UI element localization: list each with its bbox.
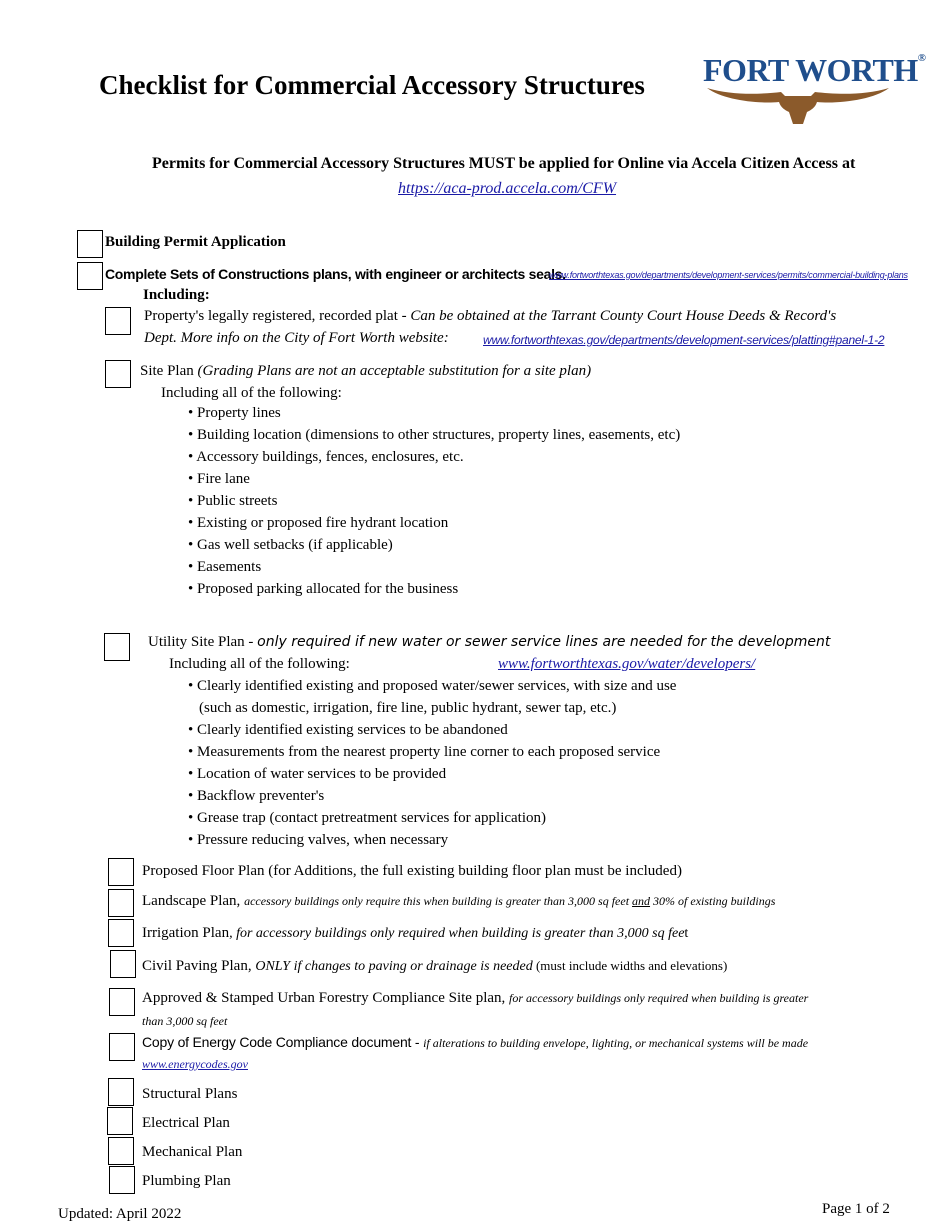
checkbox-construction-plans[interactable] (77, 262, 103, 290)
list-item: • Proposed parking allocated for the business (188, 581, 458, 598)
list-item: • Fire lane (188, 471, 250, 488)
utility-including: Including all of the following: (169, 656, 350, 672)
checkbox-structural-plans[interactable] (108, 1078, 134, 1106)
checkbox-plat[interactable] (105, 307, 131, 335)
list-item: • Pressure reducing valves, when necessary (188, 832, 448, 849)
construction-plans-label: Complete Sets of Constructions plans, with engineer or architects seals. (105, 266, 566, 282)
list-item-continuation: (such as domestic, irrigation, fire line, public hydrant, sewer tap, etc.) (199, 700, 617, 716)
structural-plans-label: Structural Plans (142, 1086, 238, 1102)
urban-forestry-label: Approved & Stamped Urban Forestry Compliance Site plan, for accessory buildings only required when building is greater (142, 990, 809, 1006)
checkbox-electrical-plan[interactable] (107, 1107, 133, 1135)
list-item: • Grease trap (contact pretreatment services for application) (188, 810, 546, 827)
page-number: Page 1 of 2 (822, 1201, 890, 1217)
water-developers-link[interactable]: www.fortworthtexas.gov/water/developers/ (498, 656, 756, 672)
irrigation-plan-label: Irrigation Plan, for accessory buildings only required when building is greater than 3,000 sq feet (142, 925, 689, 941)
checkbox-mechanical-plan[interactable] (108, 1137, 134, 1165)
list-item: • Gas well setbacks (if applicable) (188, 537, 393, 554)
checkbox-building-permit[interactable] (77, 230, 103, 258)
list-item: • Existing or proposed fire hydrant location (188, 515, 448, 532)
civil-paving-plan-label: Civil Paving Plan, ONLY if changes to paving or drainage is needed (must include widths and elevations) (142, 958, 728, 974)
checkbox-urban-forestry[interactable] (109, 988, 135, 1016)
checkbox-plumbing-plan[interactable] (109, 1166, 135, 1194)
checkbox-floor-plan[interactable] (108, 858, 134, 886)
accela-link[interactable]: https://aca-prod.accela.com/CFW (398, 180, 617, 197)
updated-date: Updated: April 2022 (58, 1206, 182, 1222)
checkbox-energy-code[interactable] (109, 1033, 135, 1061)
energy-codes-link[interactable]: www.energycodes.gov (142, 1057, 248, 1071)
including-label: Including: (143, 287, 210, 303)
page-title: Checklist for Commercial Accessory Structures (99, 70, 645, 100)
building-permit-label: Building Permit Application (105, 234, 286, 250)
list-item: • Public streets (188, 493, 277, 510)
electrical-plan-label: Electrical Plan (142, 1115, 230, 1131)
list-item: • Property lines (188, 405, 281, 422)
list-item: • Easements (188, 559, 261, 576)
urban-forestry-note-cont: than 3,000 sq feet (142, 1014, 228, 1028)
list-item: • Clearly identified existing and proposed water/sewer services, with size and use (188, 678, 676, 695)
fort-worth-logo (703, 52, 926, 128)
online-notice: Permits for Commercial Accessory Structures MUST be applied for Online via Accela Citizen Access at (152, 155, 856, 172)
mechanical-plan-label: Mechanical Plan (142, 1144, 243, 1160)
list-item: • Building location (dimensions to other structures, property lines, easements, etc) (188, 427, 680, 444)
checkbox-civil-paving-plan[interactable] (110, 950, 136, 978)
list-item: • Location of water services to be provided (188, 766, 446, 783)
checkbox-irrigation-plan[interactable] (108, 919, 134, 947)
plat-line-1: Property's legally registered, recorded plat - Can be obtained at the Tarrant County Court House Deeds & Record's (144, 308, 837, 324)
landscape-plan-label: Landscape Plan, accessory buildings only require this when building is greater than 3,000 sq feet and 30% of existing buildings (142, 893, 776, 909)
platting-link[interactable]: www.fortworthtexas.gov/departments/development-services/platting#panel-1-2 (483, 333, 885, 347)
site-plan-including: Including all of the following: (161, 385, 342, 401)
construction-plans-link[interactable]: www.fortworthtexas.gov/departments/development-services/permits/commercial-building-plans (549, 270, 908, 280)
checkbox-utility-site-plan[interactable] (104, 633, 130, 661)
list-item: • Clearly identified existing services to be abandoned (188, 722, 508, 739)
longhorn-icon (703, 52, 893, 128)
energy-code-label: Copy of Energy Code Compliance document - if alterations to building envelope, lighting, or mechanical systems will be made (142, 1034, 809, 1050)
utility-site-plan-label: Utility Site Plan - only required if new water or sewer service lines are needed for the development (148, 634, 831, 650)
checkbox-site-plan[interactable] (105, 360, 131, 388)
list-item: • Accessory buildings, fences, enclosures, etc. (188, 449, 464, 466)
plumbing-plan-label: Plumbing Plan (142, 1173, 231, 1189)
floor-plan-label: Proposed Floor Plan (for Additions, the full existing building floor plan must be included) (142, 863, 682, 879)
list-item: • Measurements from the nearest property line corner to each proposed service (188, 744, 660, 761)
checkbox-landscape-plan[interactable] (108, 889, 134, 917)
plat-line-2: Dept. More info on the City of Fort Worth website: (144, 330, 449, 346)
logo-wordmark: FORT WORTH® (703, 52, 926, 88)
site-plan-label: Site Plan (Grading Plans are not an acceptable substitution for a site plan) (140, 363, 592, 379)
list-item: • Backflow preventer's (188, 788, 324, 805)
